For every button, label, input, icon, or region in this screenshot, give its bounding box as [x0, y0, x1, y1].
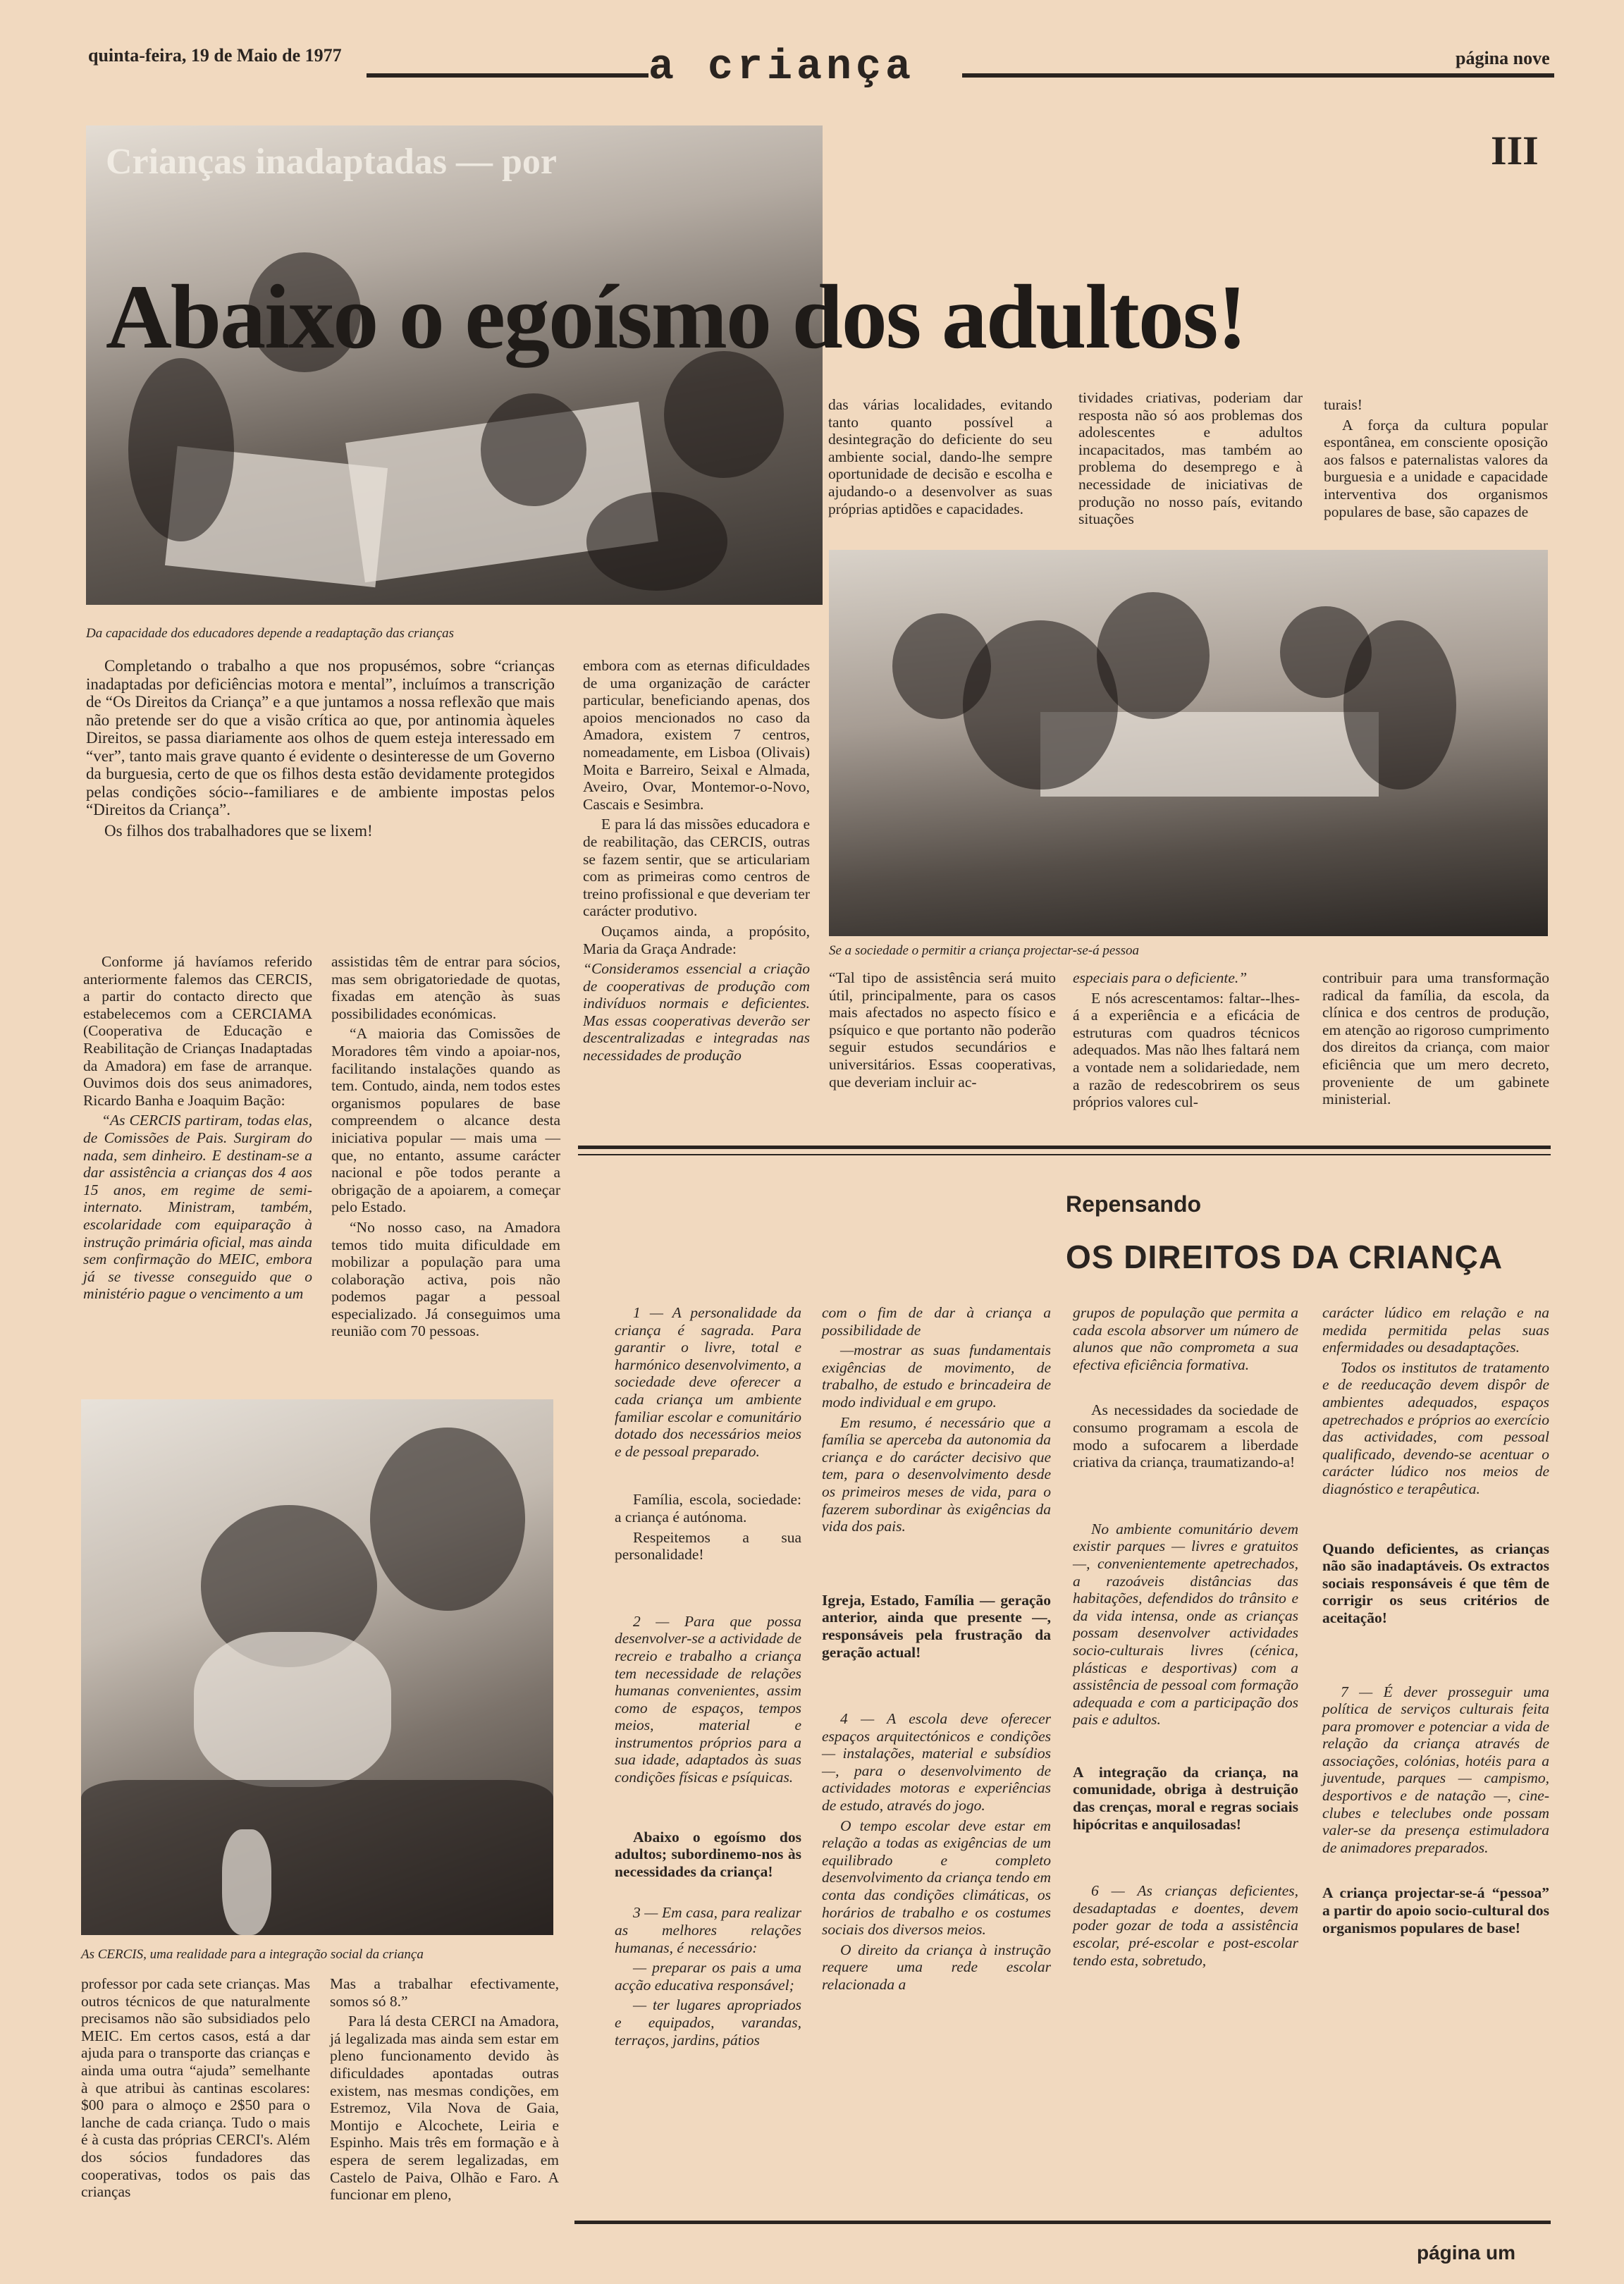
text: Mas a trabalhar efectivamente, somos só 8.” [330, 1975, 559, 2010]
photo2-caption: Se a sociedade o permitir a criança projectar-se-á pessoa [829, 943, 1140, 958]
mother-child-photo [81, 1399, 553, 1935]
right-mid-col-1: “Tal tipo de assistência será muito útil, principalmente, para os casos mais afectados no aspecto físico e psíquico e que portanto não poderão seguir estudos secundários e universitários. Essas cooperativas, que deveriam incluir ac- [829, 969, 1056, 1091]
text: O tempo escolar deve estar em relação a todas as exigências de um equilibrado e completo desenvolvimento da criança tendo em conta das condições climáticas, os horários de trabalho e os costumes sociais dos diversos meios. [822, 1817, 1051, 1939]
upper-col-2: tividades criativas, poderiam dar resposta não só aos problemas dos adolescentes e adultos incapacitados, mas também ao problema do desemprego e à necessidade de iniciativas de produção no nosso país, evitando situações [1078, 389, 1303, 528]
upper-col-3 [1324, 396, 1548, 523]
text: A integração da criança, na comunidade, obriga à destruição das crenças, moral e regras sociais hipócritas e anquilosadas! [1073, 1763, 1298, 1833]
middle-col [583, 657, 810, 1067]
text: 2 — Para que possa desenvolver-se a actividade de recreio e trabalho a criança tem necessidade de relações humanas convenientes, assim como de espaços, tempos meios, material e instrumentos próprios para a sua idade, adaptados às suas condições físicas e psíquicas. [615, 1612, 801, 1786]
header-rule-right [962, 73, 1554, 78]
text: “A maioria das Comissões de Moradores têm vindo a apoiar-nos, facilitando instalações quando as tem. Contudo, ainda, nem todos estes organismos populares de base compreendem o alcance desta iniciativa popular — mais uma — que, no entanto, assume carácter nacional e põe todos perante a obrigação de a apoiarem, a começar pelo Estado. [331, 1025, 560, 1216]
text: com o fim de dar à criança a possibilidade de [822, 1304, 1051, 1339]
text: Os filhos dos trabalhadores que se lixem! [104, 821, 373, 840]
text: especiais para o deficiente.” [1073, 969, 1248, 986]
text: A força da cultura popular espontânea, em consciente oposição aos falsos e paternalistas valores da burguesia e a unidade e capacidade interventiva dos organismos populares de base, são capazes de [1324, 416, 1548, 520]
section-number: III [1491, 128, 1539, 173]
text: — ter lugares apropriados e equipados, varandas, terraços, jardins, pátios [615, 1996, 801, 2049]
children-table-photo [829, 550, 1548, 936]
text: assistidas têm de entrar para sócios, mas sem obrigatoriedade de quotas, fixadas em atenção às suas possibilidades económicas. [331, 953, 560, 1022]
text: Igreja, Estado, Família — geração anterior, ainda que presente —, responsáveis pela frustração da geração actual! [822, 1591, 1051, 1661]
photo1-caption: Da capacidade dos educadores depende a readaptação das crianças [86, 626, 455, 641]
left-lower-col-1 [83, 953, 312, 1306]
text: Completando o trabalho a que nos propusémos, sobre “crianças inadaptadas por deficiências motora e mental”, incluímos a transcrição de “Os Direitos da Criança” e a que juntamos a nossa reflexão que mais não pretende ser do que a visão crítica ao que, por antinomia àqueles Direitos, se passa diariamente aos olhos de quem esteja interessado em “ver”, tanto mais grave quanto é evidente o desinteresse de um Governo da burguesia, certo de que os filhos desta estão devidamente protegidos pelas condições sócio--familiares e de ambiente impostas pelos “Direitos da Criança”. [86, 657, 555, 818]
photo3-caption: As CERCIS, uma realidade para a integração social da criança [81, 1947, 424, 1962]
text: 1 — A personalidade da criança é sagrada. Para garantir o livre, total e harmónico desenvolvimento, a sociedade deve oferecer a cada criança um ambiente familiar escolar e comunitário dotado dos necessários meios e de pessoal preparado. [615, 1304, 801, 1460]
intro-text [86, 657, 555, 842]
text: Respeitemos a sua personalidade! [615, 1528, 801, 1564]
section-rule-top [578, 1146, 1551, 1149]
rights-col-1 [615, 1304, 801, 2051]
text: Todos os institutos de tratamento e de reeducação devem dispôr de ambientes adequados, espaços apetrechados e próprios ao exercício das actividades, com pessoal qualificado, devendo-se acentuar o carácter lúdico nos meios de diagnóstico e terapêutica. [1322, 1358, 1549, 1497]
text: A criança projectar-se-á “pessoa” a partir do apoio socio-cultural dos organismos populares de base! [1322, 1884, 1549, 1936]
text: Família, escola, sociedade: a criança é autónoma. [615, 1491, 801, 1525]
text: carácter lúdico em relação e na medida permitida pelas suas enfermidades ou desadaptações. [1322, 1304, 1549, 1356]
text: Para lá desta CERCI na Amadora, já legalizada mas ainda sem estar em pleno funcionamento devido às dificuldades apontadas outras existem, nas mesmas condições, em Estremoz, Vila Nova de Gaia, Montijo e Alcochete, Leiria e Espinho. Mais três em formação e à espera de serem legalizadas, em Castelo de Paiva, Olhão e Faro. A funcionar em pleno, [330, 2013, 559, 2204]
right-mid-col-3: contribuir para uma transformação radical da família, da escola, da clínica e dos centros de produção, em atenção ao rigoroso cumprimento dos direitos da criança, com maior eficiência que um mero decreto, proveniente de um gabinete ministerial. [1322, 969, 1549, 1108]
text: — preparar os pais a uma acção educativa responsável; [615, 1959, 801, 1994]
headline-ghost: Crianças inadaptadas — por [106, 142, 557, 182]
text: Em resumo, é necessário que a família se aperceba da autonomia da criança e do carácter decisivo que tem, para o desenvolvimento desde os primeiros meses de vida, para o fazerem subordinar às exigências da vida dos pais. [822, 1413, 1051, 1535]
rights-col-4 [1322, 1304, 1549, 1939]
text: Quando deficientes, as crianças não são inadaptáveis. Os extractos sociais responsáveis é que têm de corrigir os seus critérios de aceitação! [1322, 1540, 1549, 1626]
text: grupos de população que permita a cada escola absorver um número de alunos que não comprometa a sua efectiva eficiência formativa. [1073, 1304, 1298, 1373]
footer-rule [574, 2221, 1551, 2224]
text: 4 — A escola deve oferecer espaços arquitectónicos e condições — instalações, material e subsídios —, para o desenvolvimento de actividades motoras e experiências de estudo, através do jogo. [822, 1710, 1051, 1815]
bottom-left-col-1: professor por cada sete crianças. Mas outros técnicos de que naturalmente precisamos não são subsidiados pelo MEIC. Em certos casos, está a dar ajuda para o transporte das crianças e ainda uma outra “ajuda” semelhante à que atribui às cantinas escolares: $00 para o almoço e 2$50 para o lanche de cada criança. Tudo o mais é à custa das próprias CERCI's. Além dos sócios fundadores das cooperativas, todos os pais das crianças [81, 1975, 310, 2201]
text: No ambiente comunitário devem existir parques — livres e gratuitos —, convenientemente apetrechados, a razoáveis distâncias das habitações, defendidos do trânsito e da vida intensa, onde as crianças possam desenvolver actividades socio-culturais livres (cénica, plásticas e desportivas) com a assistência de pessoal com formação adequada e com a participação dos pais e adultos. [1073, 1520, 1298, 1729]
rights-title: OS DIREITOS DA CRIANÇA [1066, 1239, 1503, 1275]
text: turais! [1324, 396, 1362, 413]
text: E para lá das missões educadora e de reabilitação, das CERCIS, outras se fazem sentir, que se articulariam com as primeiras como centros de treino profissional e que deveriam ter carácter produtivo. [583, 816, 810, 920]
section-rule-top-thin [578, 1154, 1551, 1155]
header-rule-left [367, 73, 648, 78]
masthead-title: a criança [648, 44, 916, 92]
text: As necessidades da sociedade de consumo programam a escola de modo a sufocarem a liberdade criativa da criança, traumatizando-a! [1073, 1401, 1298, 1471]
text: embora com as eternas dificuldades de uma organização de carácter particular, beneficiando apenas, dos apoios mencionados no caso da Amadora, existem 7 centros, nomeadamente, em Lisboa (Olivais) Moita e Barreiro, Seixal e Almada, Aveiro, Ovar, Montemor-o-Novo, Cascais e Sesimbra. [583, 657, 810, 813]
text: Abaixo o egoísmo dos adultos; subordinemo-nos às necessidades da criança! [615, 1828, 801, 1880]
text: 7 — É dever prosseguir uma política de serviços culturais feita para promover e potenciar a vida de relação da criança através de associações, colónias, hotéis para a juventude, parques — campismo, desportivos e de natação —, cine-clubes e teleclubes onde possam valer-se da presença estimuladora de animadores preparados. [1322, 1683, 1549, 1856]
rights-kicker: Repensando [1066, 1191, 1202, 1217]
text: 6 — As crianças deficientes, desadaptadas e doentes, devem poder gozar de toda a assistência escolar, pré-escolar e post-escolar tendo esta, sobretudo, [1073, 1882, 1298, 1969]
text: O direito da criança à instrução requere uma rede escolar relacionada a [822, 1941, 1051, 1993]
headline: Abaixo o egoísmo dos adultos! [106, 266, 1246, 368]
footer-page-label: página um [1417, 2242, 1516, 2264]
rights-col-3 [1073, 1304, 1298, 1972]
bottom-left-col-2 [330, 1975, 559, 2206]
text: Ouçamos ainda, a propósito, Maria da Graça Andrade: [583, 922, 810, 957]
text: “Consideramos essencial a criação de cooperativas de produção com indivíduos normais e deficientes. Mas essas cooperativas deverão ser descentralizadas e integradas nas necessidades de produção [583, 960, 810, 1064]
header-page-label: página nove [1456, 48, 1550, 68]
right-mid-col-2 [1073, 969, 1300, 1114]
text: —mostrar as suas fundamentais exigências de movimento, de trabalho, de estudo e brincadeira de modo individual e em grupo. [822, 1341, 1051, 1411]
text: 3 — Em casa, para realizar as melhores relações humanas, é necessário: [615, 1904, 801, 1956]
left-lower-col-2 [331, 953, 560, 1343]
text: “As CERCIS partiram, todas elas, de Comissões de Pais. Surgiram do nada, sem dinheiro. E destinam-se a dar assistência a crianças dos 4 aos 15 anos, em regime de semi-internato. Ministram, também, escolaridade com equiparação à instrução primária oficial, mas ainda sem confirmação do MEIC, embora já se tivesse conseguido que o ministério pague o vencimento a um [83, 1112, 312, 1303]
text: E nós acrescentamos: faltar--lhes-á a experiência e a eficácia de estruturas com quadros técnicos adequados. Mas não lhes faltará nem a vontade nem a solidariedade, nem a razão de redescobrirem os seus próprios valores cul- [1073, 989, 1300, 1111]
upper-col-1: das várias localidades, evitando tanto quanto possível a desintegração do deficiente do seu ambiente social, dando-lhe sempre oportunidade de decisão e escolha e ajudando-o a desenvolver as suas próprias aptidões e capacidades. [828, 396, 1052, 517]
rights-col-2 [822, 1304, 1051, 1996]
text: Conforme já havíamos referido anteriormente falemos das CERCIS, a partir do contacto directo que estabelecemos com a CERCIAMA (Cooperativa de Educação e Reabilitação de Crianças Inadaptadas da Amadora) em fase de arranque. Ouvimos dois dos seus animadores, Ricardo Banha e Joaquim Bação: [83, 953, 312, 1109]
header-date: quinta-feira, 19 de Maio de 1977 [88, 45, 342, 66]
text: “No nosso caso, na Amadora temos tido muita dificuldade em mobilizar a população para uma colaboração activa, pois não podemos pagar a pessoal especializado. Já conseguimos uma reunião com 70 pessoas. [331, 1218, 560, 1340]
